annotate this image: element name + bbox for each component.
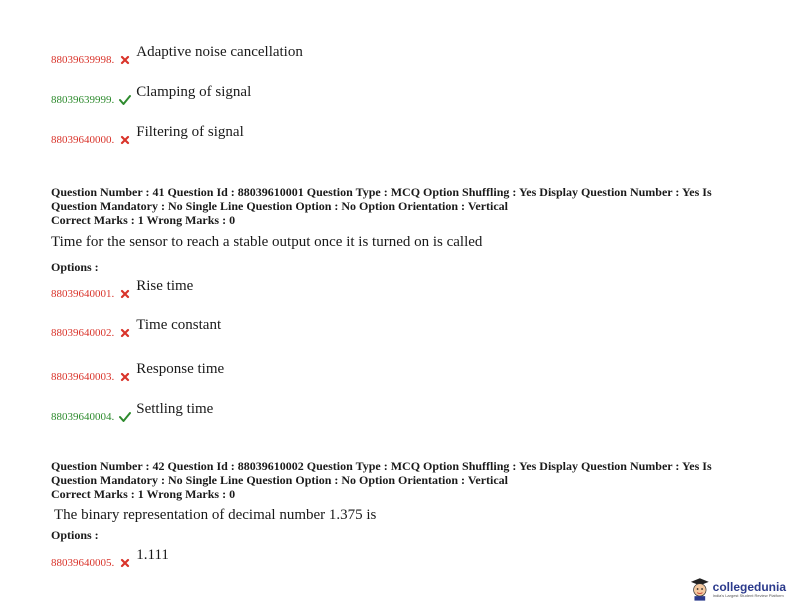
option-text: Settling time [136, 401, 214, 417]
options-label: Options : [51, 260, 99, 274]
option-row [51, 547, 169, 569]
option-row [51, 124, 244, 146]
logo-name: collegedunia [712, 579, 786, 594]
cross-icon [118, 288, 132, 300]
graduate-mascot-icon [690, 576, 710, 602]
marks-line: Correct Marks : 1 Wrong Marks : 0 [51, 213, 236, 227]
option-text: Clamping of signal [136, 84, 252, 100]
option-id: 88039640002. [51, 327, 115, 339]
option-id: 88039640004. [51, 411, 115, 423]
option-row [51, 278, 194, 300]
question-41-text: Time for the sensor to reach a stable output once it is turned on is called [51, 234, 483, 250]
cross-icon [118, 371, 132, 383]
option-row [51, 44, 303, 66]
option-text: Filtering of signal [136, 124, 244, 140]
option-text: Time constant [136, 317, 222, 333]
option-id: 88039639999. [51, 94, 115, 106]
option-text: Adaptive noise cancellation [136, 44, 303, 60]
option-id: 88039640003. [51, 371, 115, 383]
meta-line: Question Number : 41 Question Id : 88039610001 Question Type : MCQ Option Shuffling : Yes Display Question Number : Yes Is [51, 185, 712, 199]
option-text: Response time [136, 361, 225, 377]
question-42-text: The binary representation of decimal number 1.375 is [54, 507, 377, 523]
cross-icon [118, 327, 132, 339]
question-42-meta [51, 459, 751, 501]
check-icon [118, 94, 132, 106]
logo-tagline: India's Largest Student Review Platform [712, 592, 784, 598]
option-row [51, 401, 214, 423]
meta-line: Question Number : 42 Question Id : 88039610002 Question Type : MCQ Option Shuffling : Yes Display Question Number : Yes Is [51, 459, 712, 473]
collegedunia-logo [690, 574, 786, 604]
option-id: 88039639998. [51, 54, 115, 66]
option-id: 88039640000. [51, 134, 115, 146]
cross-icon [118, 54, 132, 66]
cross-icon [118, 134, 132, 146]
check-icon [118, 411, 132, 423]
marks-line: Correct Marks : 1 Wrong Marks : 0 [51, 487, 236, 501]
option-id: 88039640001. [51, 288, 115, 300]
option-row [51, 361, 225, 383]
option-row [51, 84, 252, 106]
option-text: 1.111 [136, 547, 169, 563]
option-text: Rise time [136, 278, 194, 294]
option-id: 88039640005. [51, 557, 115, 569]
option-row [51, 317, 222, 339]
cross-icon [118, 557, 132, 569]
meta-line: Question Mandatory : No Single Line Question Option : No Option Orientation : Vertical [51, 199, 509, 213]
options-label: Options : [51, 528, 99, 542]
meta-line: Question Mandatory : No Single Line Question Option : No Option Orientation : Vertical [51, 473, 509, 487]
question-41-meta [51, 185, 751, 227]
